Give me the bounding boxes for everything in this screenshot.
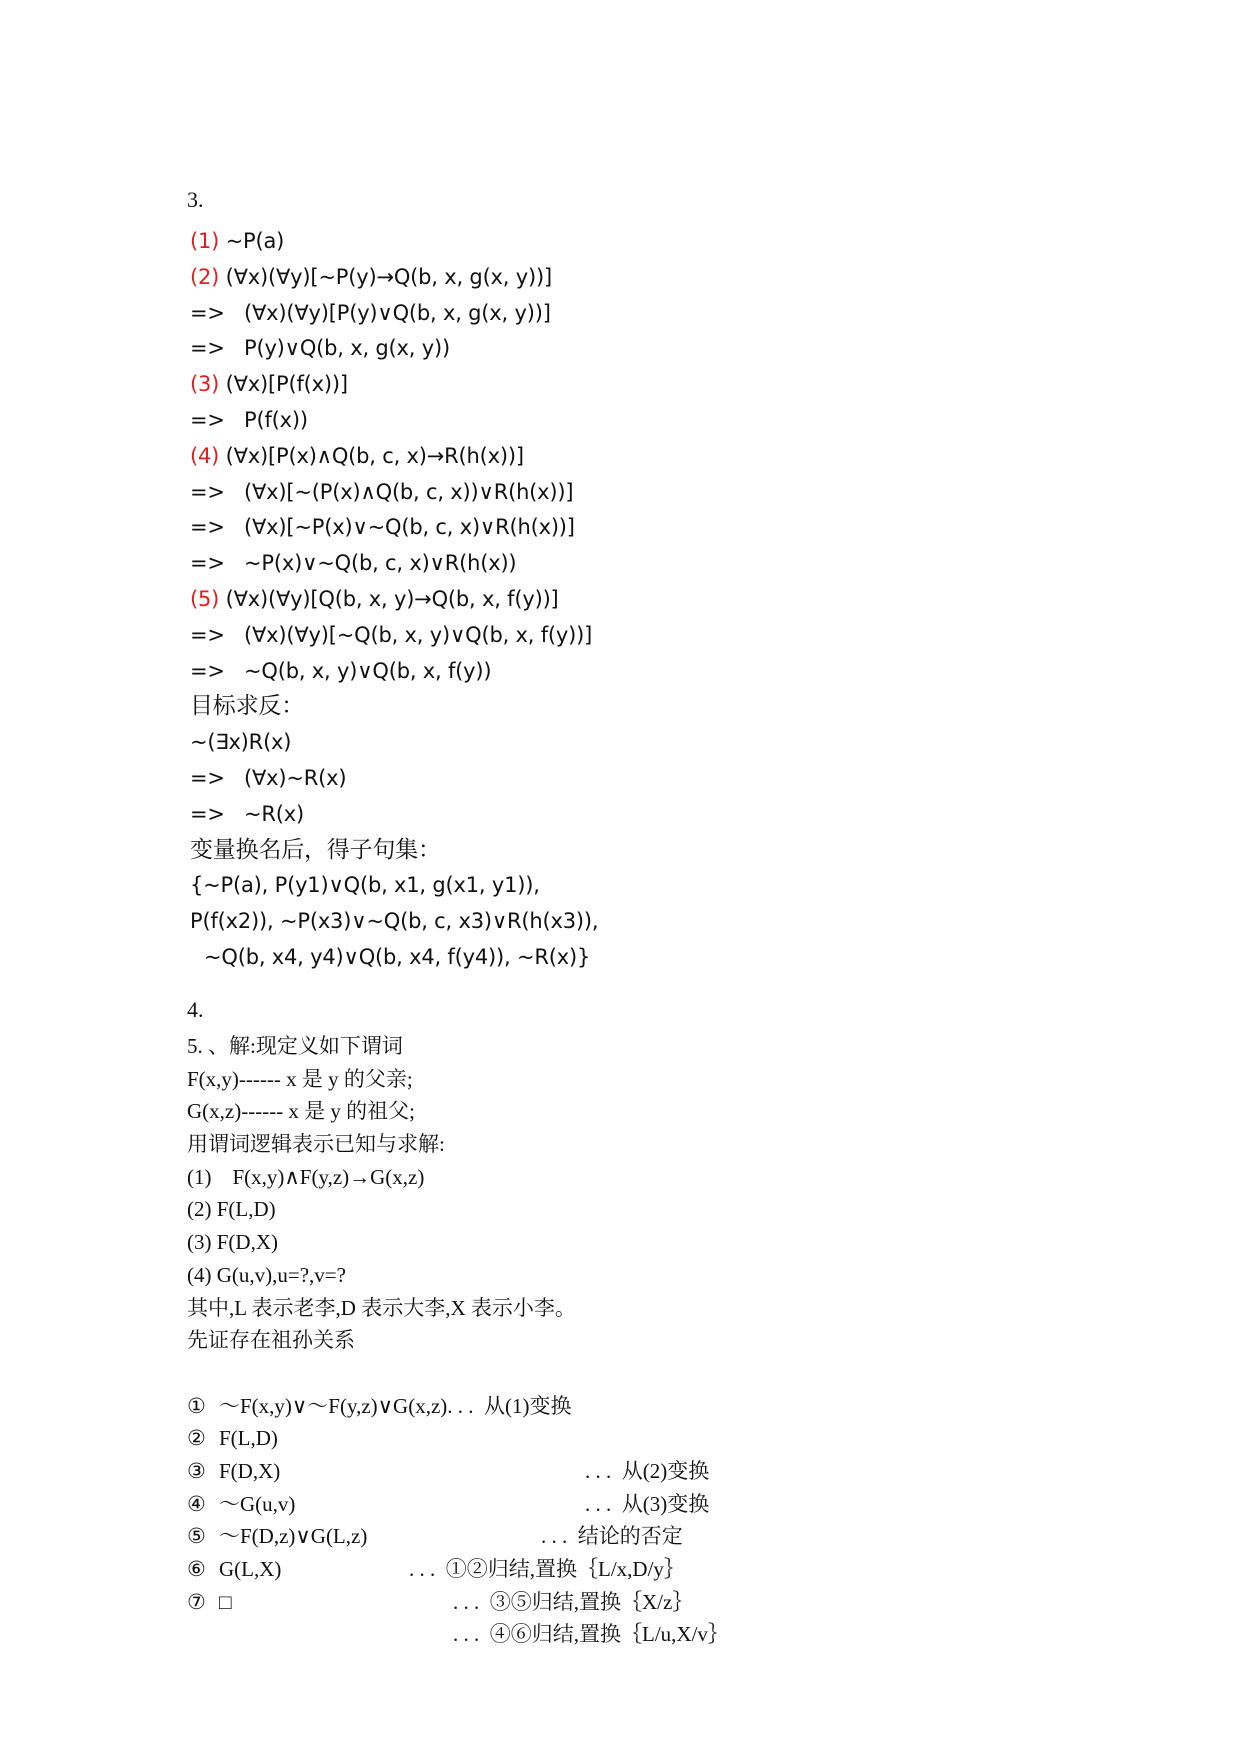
part5-intro-line: (1) F(x,y)∧F(y,z)→G(x,z) xyxy=(187,1164,425,1189)
part5-intro-line: 先证存在祖孙关系 xyxy=(187,1328,355,1353)
step-clause: ～F(x,y)∨～F(y,z)∨G(x,z). . . 从(1)变换 xyxy=(219,1393,572,1418)
step-clause: G(L,X) xyxy=(219,1557,282,1582)
formula-line-8: => (∀x)[~(P(x)∧Q(b, c, x))∨R(h(x))] xyxy=(190,479,574,504)
step-note: . . . 从(3)变换 xyxy=(585,1491,710,1516)
part5-intro-line: F(x,y)------ x 是 y 的父亲; xyxy=(187,1066,413,1091)
part5-intro-line: (2) F(L,D) xyxy=(187,1197,276,1222)
formula-line-16: => (∀x)~R(x) xyxy=(190,765,347,790)
formula-line-6: => P(f(x)) xyxy=(190,407,308,432)
step-marker: ① xyxy=(187,1393,206,1418)
formula-line-7: (4) (∀x)[P(x)∧Q(b, c, x)→R(h(x))] xyxy=(190,443,524,468)
formula-line-10: => ~P(x)∨~Q(b, c, x)∨R(h(x)) xyxy=(190,551,517,576)
step-marker: ④ xyxy=(187,1491,206,1516)
step-clause: □ xyxy=(219,1589,232,1614)
formula-line-13: => ~Q(b, x, y)∨Q(b, x, f(y)) xyxy=(190,658,492,683)
formula-line-17: => ~R(x) xyxy=(190,801,305,826)
step-marker: ③ xyxy=(187,1458,206,1483)
step-marker: ⑤ xyxy=(187,1524,206,1549)
step-note: . . . ①②归结,置换｛L/x,D/y｝ xyxy=(409,1557,685,1582)
heading-4: 4. xyxy=(187,997,204,1022)
part5-intro-line: (3) F(D,X) xyxy=(187,1230,278,1255)
formula-line-3: => (∀x)(∀y)[P(y)∨Q(b, x, g(x, y))] xyxy=(190,300,551,325)
step-clause: F(L,D) xyxy=(219,1426,278,1451)
part5-intro-line: G(x,z)------ x 是 y 的祖父; xyxy=(187,1099,416,1124)
formula-line-1: (1) ~P(a) xyxy=(190,229,285,253)
step-clause: ～G(u,v) xyxy=(219,1491,296,1516)
formula-line-5: (3) (∀x)[P(f(x))] xyxy=(190,372,348,397)
formula-line-11: (5) (∀x)(∀y)[Q(b, x, y)→Q(b, x, f(y))] xyxy=(190,586,559,611)
formula-line-19: {~P(a), P(y1)∨Q(b, x1, g(x1, y1)), xyxy=(190,873,540,898)
step-marker: ② xyxy=(187,1426,206,1451)
step-marker: ⑥ xyxy=(187,1557,206,1582)
step-note: . . . 结论的否定 xyxy=(541,1524,683,1549)
heading-3: 3. xyxy=(187,187,204,212)
step-clause: ～F(D,z)∨G(L,z) xyxy=(219,1524,368,1549)
part5-section xyxy=(187,1030,1087,1647)
formula-line-18: 变量换名后，得子句集： xyxy=(190,836,441,863)
proof-step-1 xyxy=(187,1357,1087,1418)
step-note: . . . ③⑤归结,置换｛X/z｝ xyxy=(453,1589,694,1614)
step-clause: F(D,X) xyxy=(219,1458,281,1483)
formula-line-21: ~Q(b, x4, y4)∨Q(b, x4, f(y4)), ~R(x)} xyxy=(204,944,591,969)
step-note: . . . 从(2)变换 xyxy=(585,1458,710,1483)
formula-line-2: (2) (∀x)(∀y)[~P(y)→Q(b, x, g(x, y))] xyxy=(190,264,552,289)
part5-intro-line: (4) G(u,v),u=?,v=? xyxy=(187,1262,346,1287)
formula-line-9: => (∀x)[~P(x)∨~Q(b, c, x)∨R(h(x))] xyxy=(190,515,575,540)
formula-line-14: 目标求反： xyxy=(190,693,305,720)
formula-line-4: => P(y)∨Q(b, x, g(x, y)) xyxy=(190,336,450,361)
formula-image xyxy=(190,224,750,976)
part5-intro-line: 5. 、解:现定义如下谓词 xyxy=(187,1034,403,1058)
formula-line-15: ~(∃x)R(x) xyxy=(190,730,292,755)
part5-intro-line: 用谓词逻辑表示已知与求解: xyxy=(187,1132,445,1157)
step-note: . . . ④⑥归结,置换｛L/u,X/v｝ xyxy=(453,1622,729,1647)
part5-intro-line: 其中,L 表示老李,D 表示大李,X 表示小李。 xyxy=(187,1295,576,1320)
formula-line-12: => (∀x)(∀y)[~Q(b, x, y)∨Q(b, x, f(y))] xyxy=(190,622,593,647)
step-marker: ⑦ xyxy=(187,1589,206,1614)
formula-line-20: P(f(x2)), ~P(x3)∨~Q(b, c, x3)∨R(h(x3)), xyxy=(190,909,599,934)
